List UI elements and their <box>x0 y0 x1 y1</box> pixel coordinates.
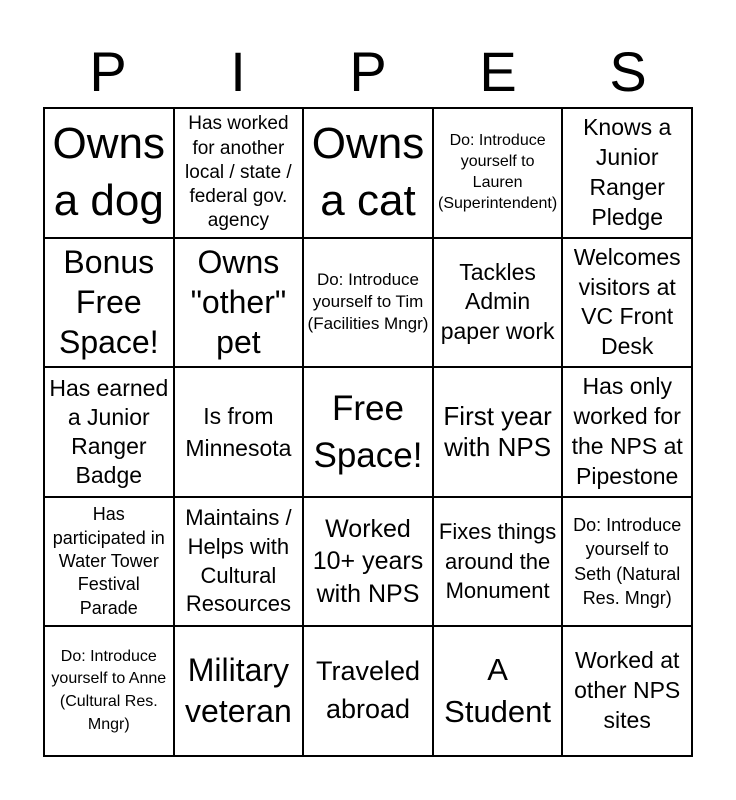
bingo-cell-r5c4[interactable] <box>433 626 563 756</box>
bingo-cell-r1c3[interactable] <box>303 108 433 238</box>
cell-text: Welcomes visitors at VC Front Desk <box>573 243 681 360</box>
bingo-cell-r2c4[interactable] <box>433 238 563 368</box>
bingo-cell-r4c2[interactable] <box>174 497 304 627</box>
bingo-header <box>43 40 693 104</box>
bingo-cell-r4c5[interactable] <box>562 497 692 627</box>
bingo-cell-r3c4[interactable] <box>433 367 563 497</box>
bingo-cell-r3c5[interactable] <box>562 367 692 497</box>
cell-text: Owns a cat <box>311 119 425 225</box>
cell-text: First year with NPS <box>443 401 552 462</box>
bingo-cell-r5c2[interactable] <box>174 626 304 756</box>
bingo-cell-r5c5[interactable] <box>562 626 692 756</box>
bingo-cell-r4c3[interactable] <box>303 497 433 627</box>
cell-text: Fixes things around the Monument <box>438 519 557 604</box>
cell-text: Traveled abroad <box>315 656 421 725</box>
bingo-cell-r1c5[interactable] <box>562 108 692 238</box>
bingo-cell-r3c2[interactable] <box>174 367 304 497</box>
cell-text: Military veteran <box>185 651 292 730</box>
bingo-cell-r3c1[interactable] <box>44 367 174 497</box>
cell-text: Owns "other" pet <box>190 244 287 361</box>
cell-text: Owns a dog <box>52 119 166 225</box>
header-letter-s: S <box>609 40 647 103</box>
bingo-cell-r4c1[interactable] <box>44 497 174 627</box>
cell-text: Has earned a Junior Ranger Badge <box>49 375 169 488</box>
bingo-cell-r4c4[interactable] <box>433 497 563 627</box>
bingo-cell-r3c3[interactable] <box>303 367 433 497</box>
bingo-cell-r5c1[interactable] <box>44 626 174 756</box>
cell-text: Do: Introduce yourself to Tim (Facilities Mngr) <box>307 270 429 334</box>
header-letter-p2: P <box>349 40 387 103</box>
bingo-board <box>43 107 693 757</box>
cell-text: Bonus Free Space! <box>58 244 159 361</box>
header-letter-e: E <box>479 40 517 103</box>
bingo-cell-r2c1[interactable] <box>44 238 174 368</box>
cell-text: Is from Minnesota <box>185 402 292 461</box>
cell-text: Knows a Junior Ranger Pledge <box>583 114 672 230</box>
cell-text: Do: Introduce yourself to Seth (Natural Res. Mngr) <box>573 515 682 608</box>
cell-text: Has worked for another local / state / federal gov. agency <box>185 113 292 231</box>
cell-text: Do: Introduce yourself to Lauren (Superintendent) <box>438 132 558 212</box>
cell-text: A Student <box>444 652 552 730</box>
cell-text: Has participated in Water Tower Festival Parade <box>52 504 165 618</box>
cell-text: Has only worked for the NPS at Pipestone <box>571 373 683 489</box>
cell-text: Free Space! <box>313 388 423 475</box>
bingo-cell-r1c1[interactable] <box>44 108 174 238</box>
cell-text: Tackles Admin paper work <box>440 258 555 345</box>
cell-text: Maintains / Helps with Cultural Resources <box>185 505 292 617</box>
bingo-cell-r5c3[interactable] <box>303 626 433 756</box>
bingo-cell-r2c3[interactable] <box>303 238 433 368</box>
cell-text: Worked 10+ years with NPS <box>312 514 424 608</box>
header-letter-i: I <box>230 40 246 103</box>
cell-text: Do: Introduce yourself to Anne (Cultural Res. Mngr) <box>51 647 167 733</box>
header-letter-p: P <box>89 40 127 103</box>
bingo-cell-r1c4[interactable] <box>433 108 563 238</box>
cell-text: Worked at other NPS sites <box>574 647 681 734</box>
bingo-cell-r2c2[interactable] <box>174 238 304 368</box>
bingo-cell-r1c2[interactable] <box>174 108 304 238</box>
bingo-cell-r2c5[interactable] <box>562 238 692 368</box>
